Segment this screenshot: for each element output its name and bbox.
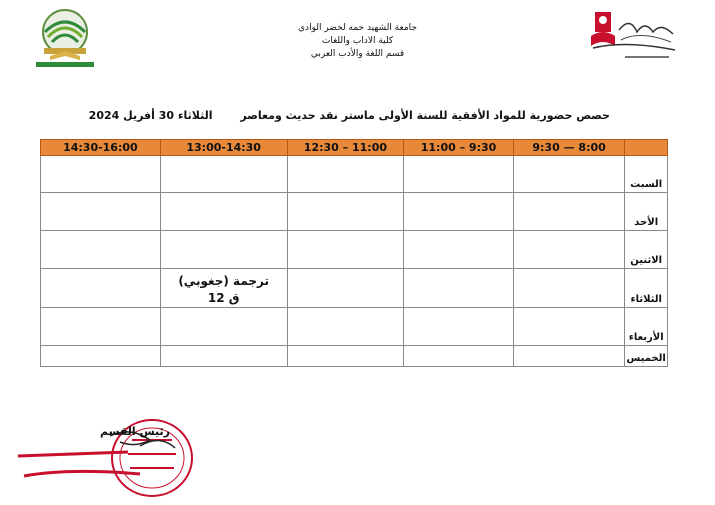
schedule-cell	[287, 346, 404, 367]
session-cell	[160, 269, 287, 308]
faculty-name: كلية الاداب واللغات	[321, 36, 394, 46]
institution-header	[270, 22, 445, 61]
schedule-cell	[404, 308, 514, 346]
schedule-cell	[41, 308, 161, 346]
day-label: الأحد	[625, 193, 668, 231]
day-label: الثلاثاء	[625, 269, 668, 308]
schedule-cell	[287, 156, 404, 193]
day-label: السبت	[625, 156, 668, 193]
department-name: قسم اللغة والأدب العربي	[310, 49, 405, 59]
schedule-cell	[41, 269, 161, 308]
table-row	[41, 156, 668, 193]
table-row	[41, 231, 668, 269]
schedule-cell	[287, 308, 404, 346]
corner-cell	[625, 140, 668, 156]
schedule-cell	[287, 193, 404, 231]
schedule-cell	[160, 231, 287, 269]
schedule-cell	[41, 156, 161, 193]
time-slot-header: 9:30 – 11:00	[404, 140, 514, 156]
time-slot-header: 13:00-14:30	[160, 140, 287, 156]
schedule-cell	[513, 308, 625, 346]
university-name: جامعة الشهيد حمه لخضر الوادي	[298, 23, 417, 33]
schedule-cell	[404, 269, 514, 308]
department-head-label: رئيس القسم	[100, 425, 170, 438]
schedule-cell	[513, 346, 625, 367]
university-logo	[30, 4, 100, 70]
title-date: الثلاثاء 30 أفريل 2024	[88, 109, 213, 122]
schedule-cell	[41, 346, 161, 367]
table-row	[41, 269, 668, 308]
time-slot-header: 14:30-16:00	[41, 140, 161, 156]
schedule-cell	[404, 346, 514, 367]
table-row	[41, 193, 668, 231]
session-room: ق 12	[207, 291, 240, 305]
schedule-table	[40, 139, 668, 367]
day-label: الأربعاء	[625, 308, 668, 346]
schedule-cell	[287, 269, 404, 308]
schedule-cell	[41, 193, 161, 231]
day-label: الاثنين	[625, 231, 668, 269]
schedule-cell	[404, 193, 514, 231]
schedule-cell	[513, 193, 625, 231]
table-row	[41, 308, 668, 346]
schedule-cell	[287, 231, 404, 269]
time-header-row	[41, 140, 668, 156]
day-label: الخميس	[625, 346, 668, 367]
schedule-cell	[404, 231, 514, 269]
schedule-cell	[41, 231, 161, 269]
schedule-cell	[160, 193, 287, 231]
schedule-cell	[160, 308, 287, 346]
table-row	[41, 346, 668, 367]
schedule-cell	[513, 231, 625, 269]
schedule-cell	[160, 346, 287, 367]
faculty-logo	[585, 10, 680, 76]
time-slot-header: 8:00 — 9:30	[513, 140, 625, 156]
schedule-cell	[160, 156, 287, 193]
session-subject: ترجمة (جغوبي)	[178, 274, 269, 288]
schedule-cell	[513, 156, 625, 193]
title-text: حصص حضورية للمواد الأفقية للسنة الأولى ماستر نقد حديث ومعاصر	[240, 109, 610, 122]
schedule-cell	[404, 156, 514, 193]
schedule-title	[80, 109, 610, 122]
time-slot-header: 11:00 – 12:30	[287, 140, 404, 156]
schedule-cell	[513, 269, 625, 308]
